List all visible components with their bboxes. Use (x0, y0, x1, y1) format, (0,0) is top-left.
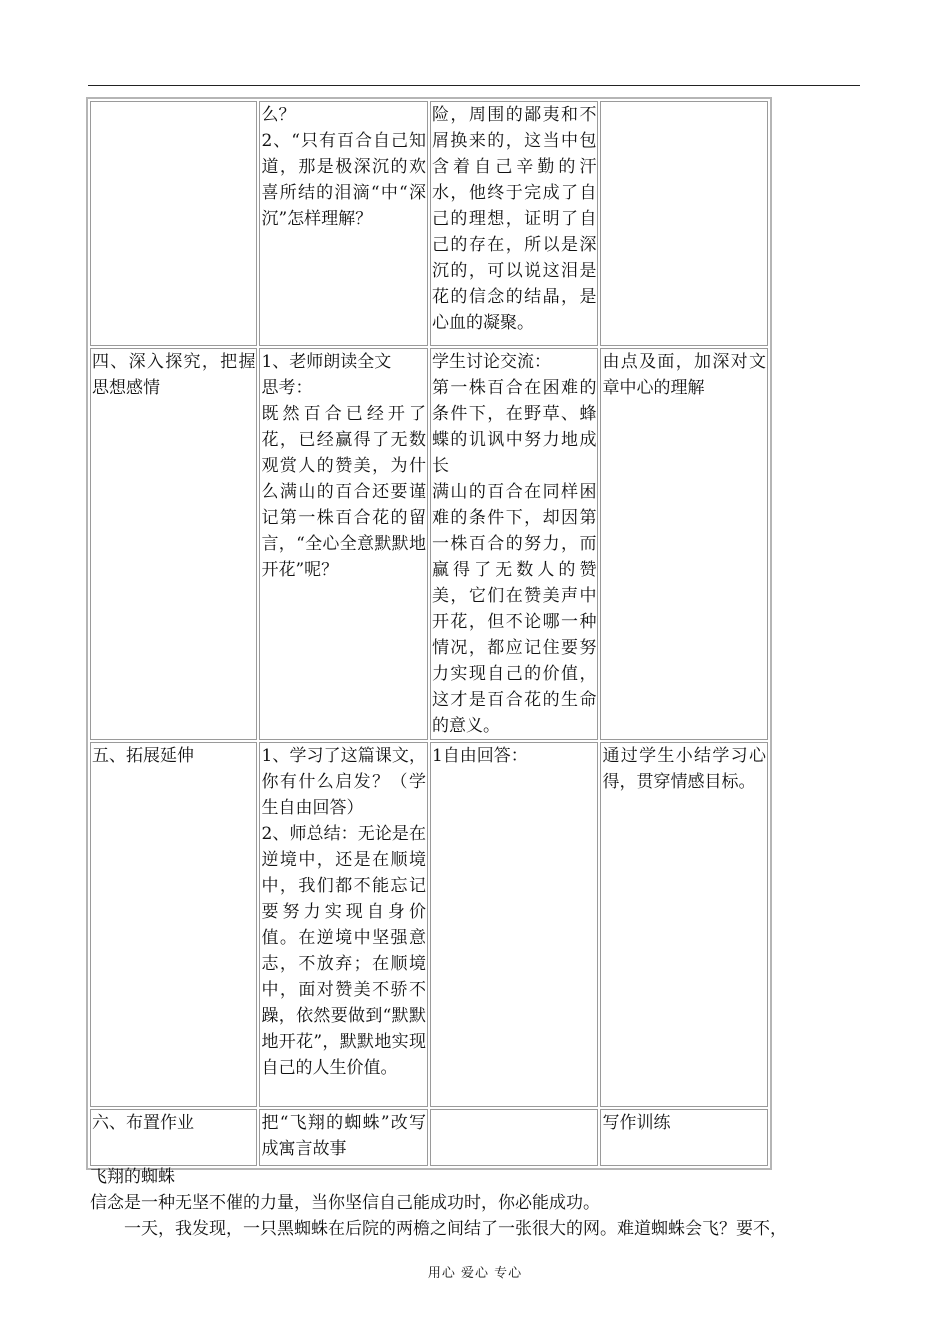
stage-cell (90, 101, 257, 346)
design-intent-cell (600, 101, 768, 346)
cell-paragraph: 1、学习了这篇课文，你有什么启发？（学生自由回答） (261, 746, 426, 818)
teacher-activity-cell (259, 101, 428, 346)
teacher-activity-cell (259, 1109, 428, 1166)
design-intent-cell (600, 348, 768, 740)
teacher-activity-cell (259, 742, 428, 1107)
table-row (90, 348, 768, 740)
lesson-plan-table (86, 97, 772, 1170)
table-row (90, 1109, 768, 1166)
cell-paragraph: 1自由回答： (431, 746, 528, 766)
student-activity-cell (430, 348, 599, 740)
table-row (90, 742, 768, 1107)
cell-paragraph: 么？ (261, 105, 296, 125)
cell-paragraph: 2、“只有百合自己知道，那是极深沉的欢喜所结的泪滴“中“深沉”怎样理解？ (261, 131, 426, 229)
cell-text: 写作训练 (602, 1113, 671, 1133)
cell-text: 四、深入探究，把握思想感情 (92, 352, 256, 398)
cell-paragraph: 2、师总结：无论是在逆境中，还是在顺境中，我们都不能忘记要努力实现自身价值。在逆境中坚强意志，不放弃；在顺境中，面对赞美不骄不躁，依然要做到“默默地开花”，默默地实现自己的人生价值。 (261, 824, 426, 1078)
cell-text: 五、拓展延伸 (92, 746, 194, 766)
story-line-2: 一天，我发现，一只黑蜘蛛在后院的两檐之间结了一张很大的网。难道蜘蛛会飞？要不， (124, 1219, 787, 1239)
cell-paragraph: 1、老师朗读全文 (261, 352, 392, 372)
cell-paragraph: 学生讨论交流： (431, 352, 551, 372)
story-title: 飞翔的蜘蛛 (90, 1167, 175, 1187)
story-line-1: 信念是一种无坚不催的力量，当你坚信自己能成功时，你必能成功。 (90, 1193, 600, 1213)
stage-cell (90, 1109, 257, 1166)
page-footer: 用心 爱心 专心 (427, 1266, 523, 1281)
table-row (90, 101, 768, 346)
header-rule (88, 85, 860, 86)
teacher-activity-cell (259, 348, 428, 740)
stage-cell (90, 742, 257, 1107)
cell-paragraph: 把“飞翔的蜘蛛”改写成寓言故事 (261, 1113, 426, 1159)
stage-cell (90, 348, 257, 740)
cell-text: 通过学生小结学习心得，贯穿情感目标。 (602, 746, 766, 792)
cell-text: 由点及面，加深对文章中心的理解 (602, 352, 766, 398)
design-intent-cell (600, 1109, 768, 1166)
design-intent-cell (600, 742, 768, 1107)
cell-text: 六、布置作业 (92, 1113, 194, 1133)
cell-paragraph: 险，周围的鄙夷和不屑换来的，这当中包含着自己辛勤的汗水，他终于完成了自己的理想，证明了自己的存在，所以是深沉的，可以说这泪是花的信念的结晶，是心血的凝聚。 (431, 105, 597, 333)
cell-paragraph: 既然百合已经开了花，已经赢得了无数观赏人的赞美，为什么满山的百合还要谨记第一株百合花的留言，“全心全意默默地开花”呢？ (261, 404, 426, 580)
student-activity-cell (430, 742, 599, 1107)
cell-paragraph: 满山的百合在同样困难的条件下，却因第一株百合的努力，而赢得了无数人的赞美，它们在赞美声中开花，但不论哪一种情况，都应记住要努力实现自己的价值，这才是百合花的生命的意义。 (431, 482, 597, 736)
lesson-plan-body (90, 101, 768, 1166)
cell-paragraph: 思考： (261, 378, 313, 398)
cell-paragraph: 第一株百合在困难的条件下，在野草、蜂蝶的讥讽中努力地成长 (431, 378, 597, 476)
student-activity-cell (430, 1109, 599, 1166)
student-activity-cell (430, 101, 599, 346)
